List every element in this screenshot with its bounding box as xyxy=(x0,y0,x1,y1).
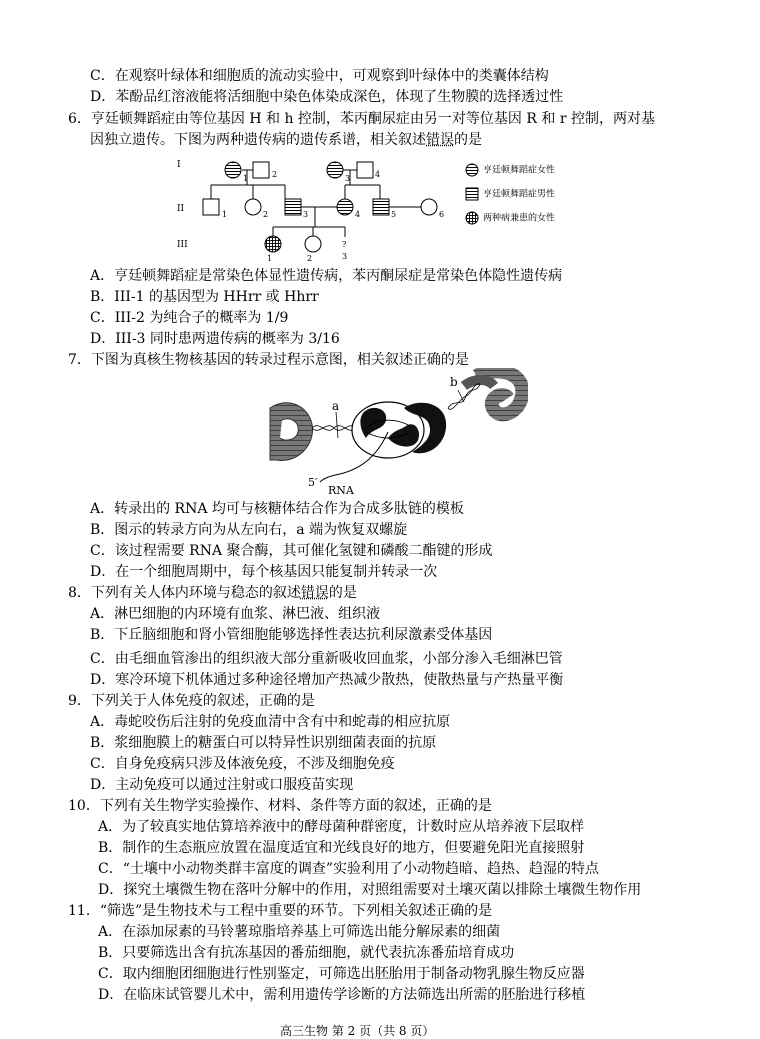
svg-text:3: 3 xyxy=(345,174,351,183)
ind-I3 xyxy=(327,162,343,178)
ind-I2 xyxy=(253,162,269,178)
q5-option-d: D．苯酚品红溶液能将活细胞中染色体染成深色，体现了生物膜的选择透过性 xyxy=(90,89,564,105)
svg-text:1: 1 xyxy=(267,254,273,263)
ind-III2 xyxy=(305,236,321,252)
q8-option-b: B．下丘脑细胞和肾小管细胞能够选择性表达抗利尿激素受体基因 xyxy=(90,627,493,643)
ind-II6 xyxy=(421,199,437,215)
q7-option-c: C．该过程需要 RNA 聚合酶，其可催化氢键和磷酸二酯键的形成 xyxy=(90,543,493,559)
q8-option-d: D．寒冷环境下机体通过多种途径增加产热减少散热，使散热量与产热量平衡 xyxy=(90,672,564,688)
q10-option-a: A．为了较真实地估算培养液中的酵母菌种群密度，计数时应从培养液下层取样 xyxy=(98,819,585,835)
ind-I1 xyxy=(225,162,241,178)
svg-text:2: 2 xyxy=(263,210,269,219)
q8-option-c: C．由毛细血管渗出的组织液大部分重新吸收回血浆，小部分渗入毛细淋巴管 xyxy=(90,651,563,667)
transcription-diagram xyxy=(268,368,528,496)
q6-option-a: A．亨廷顿舞蹈症是常染色体显性遗传病，苯丙酮尿症是常染色体隐性遗传病 xyxy=(90,268,563,284)
legend-item: 两种病兼患的女性 xyxy=(465,211,555,225)
svg-text:4: 4 xyxy=(355,210,361,219)
label-rna: RNA xyxy=(328,484,354,496)
q9-stem: 9．下列关于人体免疫的叙述，正确的是 xyxy=(68,693,315,709)
q8-emphasis: 错误 xyxy=(300,585,329,601)
q10-option-b: B．制作的生态瓶应放置在温度适宜和光线良好的地方，但要避免阳光直接照射 xyxy=(98,840,585,856)
q8-stem: 8．下列有关人体内环境与稳态的叙述错误的是 xyxy=(68,585,357,601)
q8-option-a: A．淋巴细胞的内环境有血浆、淋巴液、组织液 xyxy=(90,606,381,622)
label-5prime: 5′ xyxy=(308,476,318,489)
ind-II1 xyxy=(203,199,219,215)
q9-option-b: B．浆细胞膜上的糖蛋白可以特异性识别细菌表面的抗原 xyxy=(90,735,437,751)
q6-option-c: C．III-2 为纯合子的概率为 1/9 xyxy=(90,310,289,326)
q7-option-a: A．转录出的 RNA 均可与核糖体结合作为合成多肽链的模板 xyxy=(90,501,464,517)
q7-option-b: B．图示的转录方向为从左向右，a 端为恢复双螺旋 xyxy=(90,522,408,538)
ind-I4 xyxy=(357,162,373,178)
q11-option-b: B．只要筛选出含有抗冻基因的番茄细胞，就代表抗冻番茄培育成功 xyxy=(98,945,515,961)
q11-stem: 11．“筛选”是生物技术与工程中重要的环节。下列相关叙述正确的是 xyxy=(68,903,493,919)
svg-text:2: 2 xyxy=(307,254,313,263)
svg-text:1: 1 xyxy=(222,210,228,219)
q11-option-d: D．在临床试管婴儿术中，需利用遗传学诊断的方法筛选出所需的胚胎进行移植 xyxy=(98,987,586,1003)
q9-option-c: C．自身免疫病只涉及体液免疫，不涉及细胞免疫 xyxy=(90,756,395,772)
gen-label-3: III xyxy=(177,240,188,250)
ind-II4 xyxy=(337,199,353,215)
svg-text:?: ? xyxy=(342,240,347,249)
q10-stem: 10．下列有关生物学实验操作、材料、条件等方面的叙述，正确的是 xyxy=(68,798,492,814)
svg-text:1: 1 xyxy=(243,174,249,183)
q9-option-d: D．主动免疫可以通过注射或口服疫苗实现 xyxy=(90,777,354,793)
svg-text:4: 4 xyxy=(375,170,381,179)
page-footer: 高三生物 第 2 页（共 8 页） xyxy=(280,1024,435,1038)
q11-option-c: C．取内细胞团细胞进行性别鉴定，可筛选出胚胎用于制备动物乳腺生物反应器 xyxy=(98,966,585,982)
q6-option-d: D．III-3 同时患两遗传病的概率为 3/16 xyxy=(90,331,340,347)
q7-stem: 7．下图为真核生物核基因的转录过程示意图，相关叙述正确的是 xyxy=(68,352,469,368)
svg-text:3: 3 xyxy=(342,252,348,261)
q9-option-a: A．毒蛇咬伤后注射的免疫血清中含有中和蛇毒的相应抗原 xyxy=(90,714,451,730)
svg-text:2: 2 xyxy=(272,170,278,179)
legend-item: 亨廷顿舞蹈症女性 xyxy=(465,163,555,177)
gen-label-2: II xyxy=(177,204,185,214)
svg-text:5: 5 xyxy=(391,210,397,219)
q7-option-d: D．在一个细胞周期中，每个核基因只能复制并转录一次 xyxy=(90,564,438,580)
q10-option-d: D．探究土壤微生物在落叶分解中的作用，对照组需要对土壤灭菌以排除土壤微生物作用 xyxy=(98,882,642,898)
q6-stem-line1: 6．亨廷顿舞蹈症由等位基因 H 和 h 控制，苯丙酮尿症由另一对等位基因 R 和 r 控制，两对基 xyxy=(68,111,655,127)
q10-option-c: C．“土壤中小动物类群丰富度的调查”实验利用了小动物趋暗、趋热、趋湿的特点 xyxy=(98,861,600,877)
ind-II2 xyxy=(245,199,261,215)
pedigree-chart xyxy=(175,155,510,263)
q5-option-c: C．在观察叶绿体和细胞质的流动实验中，可观察到叶绿体中的类囊体结构 xyxy=(90,68,549,84)
q6-stem-line2: 因独立遗传。下图为两种遗传病的遗传系谱，相关叙述错误的是 xyxy=(90,132,482,148)
ind-III1 xyxy=(265,236,281,252)
svg-text:3: 3 xyxy=(303,210,309,219)
q6-option-b: B．III-1 的基因型为 HHrr 或 Hhrr xyxy=(90,289,319,305)
svg-text:6: 6 xyxy=(439,210,445,219)
pedigree-legend xyxy=(465,160,585,230)
ind-II3 xyxy=(285,199,301,215)
q6-emphasis: 错误 xyxy=(426,132,454,148)
legend-item: 亨廷顿舞蹈症男性 xyxy=(465,187,555,201)
ind-II5 xyxy=(373,199,389,215)
q11-option-a: A．在添加尿素的马铃薯琼脂培养基上可筛选出能分解尿素的细菌 xyxy=(98,924,501,940)
gen-label-1: I xyxy=(177,160,181,170)
label-b: b xyxy=(450,375,458,389)
label-a: a xyxy=(332,399,340,413)
